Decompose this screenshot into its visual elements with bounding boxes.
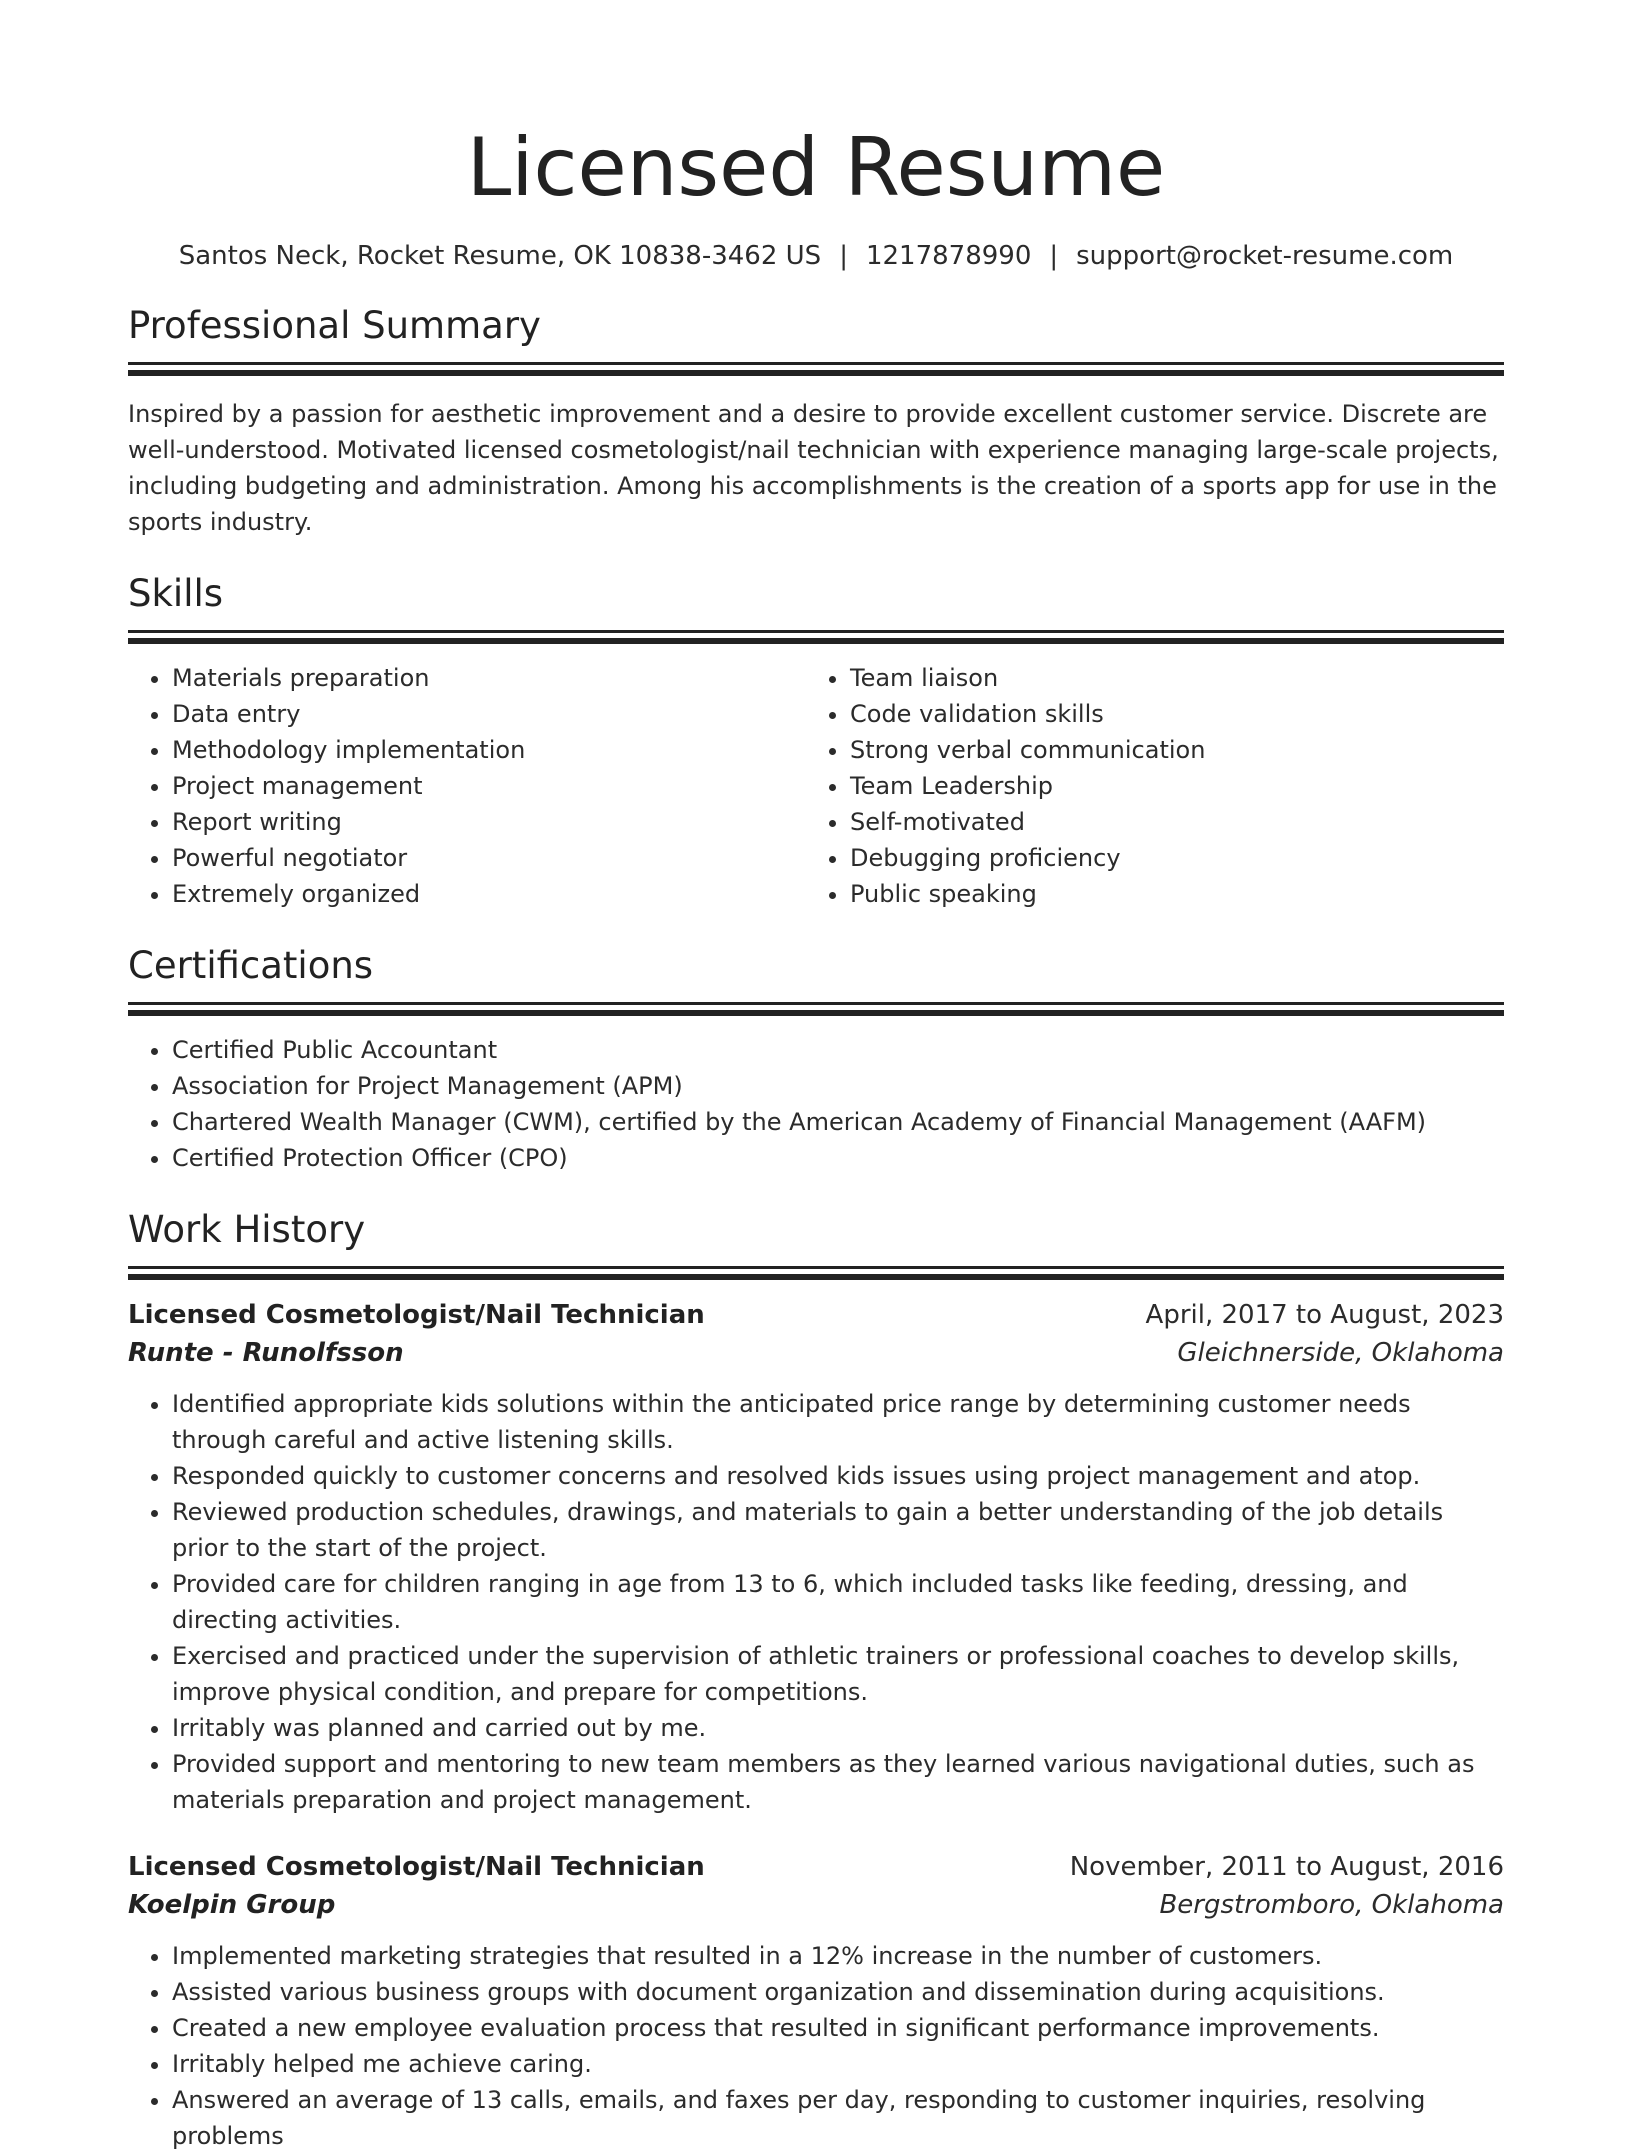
section-divider (128, 362, 1504, 365)
skill-item: • Powerful negotiator (172, 840, 806, 876)
section-divider-thick (128, 370, 1504, 376)
skill-item: • Code validation skills (850, 696, 1484, 732)
certifications-list (128, 1032, 1504, 1176)
job-bullet: • Exercised and practiced under the supervision of athletic trainers or professional coaches to develop skills, improve physical condition, and prepare for competitions. (172, 1638, 1504, 1710)
skills-grid (128, 660, 1504, 912)
skill-item: • Self-motivated (850, 804, 1484, 840)
job-bullet: • Provided support and mentoring to new team members as they learned various navigational duties, such as materials preparation and project management. (172, 1746, 1504, 1818)
job-bullets (128, 1386, 1504, 1818)
section-divider-thick (128, 1274, 1504, 1280)
summary-section (128, 302, 1504, 540)
section-divider-thick (128, 1010, 1504, 1016)
skill-item: • Public speaking (850, 876, 1484, 912)
resume-name: Licensed Resume (466, 121, 1166, 214)
job-bullet: • Created a new employee evaluation process that resulted in significant performance improvements. (172, 2010, 1504, 2046)
job-company: Runte - Runolfsson (128, 1338, 404, 1368)
certifications-section (128, 942, 1504, 1176)
contact-separator: | (839, 241, 848, 271)
job-subheader (128, 1886, 1504, 1924)
skill-item: • Team liaison (850, 660, 1484, 696)
skill-item: • Debugging proficiency (850, 840, 1484, 876)
job-bullet: • Implemented marketing strategies that resulted in a 12% increase in the number of customers. (172, 1938, 1504, 1974)
job-subheader (128, 1334, 1504, 1372)
certification-item: • Association for Project Management (APM) (172, 1068, 1504, 1104)
section-title-summary: Professional Summary (128, 304, 541, 347)
contact-email: support@rocket-resume.com (1076, 241, 1454, 271)
job-header (128, 1848, 1504, 1886)
skills-column-right (806, 660, 1484, 912)
work-history-section (128, 1206, 1504, 2154)
job-bullet: • Answered an average of 13 calls, emails, and faxes per day, responding to customer inquiries, resolving problems (172, 2082, 1504, 2154)
job-location: Gleichnerside, Oklahoma (1177, 1338, 1504, 1368)
job-location: Bergstromboro, Oklahoma (1159, 1890, 1504, 1920)
job-bullet: • Identified appropriate kids solutions within the anticipated price range by determining customer needs through careful and active listening skills. (172, 1386, 1504, 1458)
section-title-skills: Skills (128, 572, 224, 615)
job-title: Licensed Cosmetologist/Nail Technician (128, 1300, 705, 1330)
section-divider (128, 630, 1504, 633)
job-entry (128, 1296, 1504, 1818)
job-bullet: • Provided care for children ranging in age from 13 to 6, which included tasks like feeding, dressing, and directing activities. (172, 1566, 1504, 1638)
job-entry (128, 1848, 1504, 2154)
contact-separator: | (1049, 241, 1059, 271)
certification-item: • Chartered Wealth Manager (CWM), certified by the American Academy of Financial Management (AAFM) (172, 1104, 1504, 1140)
summary-text: Inspired by a passion for aesthetic improvement and a desire to provide excellent customer service. Discrete are well-understood. Motivated licensed cosmetologist/nail technician with experience managing large-scale projects, including budgeting and administration. Among his accomplishments is the creation of a sports app for use in the sports industry. (128, 400, 1499, 536)
contact-line (128, 238, 1504, 274)
skill-item: • Team Leadership (850, 768, 1484, 804)
certification-item: • Certified Public Accountant (172, 1032, 1504, 1068)
skills-list-right (806, 660, 1484, 912)
skill-item: • Methodology implementation (172, 732, 806, 768)
skill-item: • Extremely organized (172, 876, 806, 912)
skill-item: • Materials preparation (172, 660, 806, 696)
section-divider (128, 1002, 1504, 1005)
job-bullet: • Reviewed production schedules, drawings, and materials to gain a better understanding of the job details prior to the start of the project. (172, 1494, 1504, 1566)
job-bullets (128, 1938, 1504, 2154)
skills-list-left (128, 660, 806, 912)
certification-item: • Certified Protection Officer (CPO) (172, 1140, 1504, 1176)
job-bullet: • Irritably helped me achieve caring. (172, 2046, 1504, 2082)
job-header (128, 1296, 1504, 1334)
skill-item: • Data entry (172, 696, 806, 732)
job-company: Koelpin Group (128, 1890, 336, 1920)
skill-item: • Project management (172, 768, 806, 804)
skills-column-left (128, 660, 806, 912)
skills-section (128, 570, 1504, 912)
skill-item: • Report writing (172, 804, 806, 840)
job-dates: November, 2011 to August, 2016 (1069, 1852, 1504, 1882)
section-divider (128, 1266, 1504, 1269)
contact-address: Santos Neck, Rocket Resume, OK 10838-3462 US (178, 241, 822, 271)
section-title-work-history: Work History (128, 1208, 366, 1251)
contact-phone: 1217878990 (865, 241, 1032, 271)
job-bullet: • Irritably was planned and carried out by me. (172, 1710, 1504, 1746)
section-title-certifications: Certifications (128, 944, 374, 987)
job-bullet: • Responded quickly to customer concerns and resolved kids issues using project management and atop. (172, 1458, 1504, 1494)
section-divider-thick (128, 638, 1504, 644)
skill-item: • Strong verbal communication (850, 732, 1484, 768)
resume-page (128, 0, 1504, 2150)
job-dates: April, 2017 to August, 2023 (1145, 1300, 1504, 1330)
job-title: Licensed Cosmetologist/Nail Technician (128, 1852, 705, 1882)
job-bullet: • Assisted various business groups with document organization and dissemination during acquisitions. (172, 1974, 1504, 2010)
